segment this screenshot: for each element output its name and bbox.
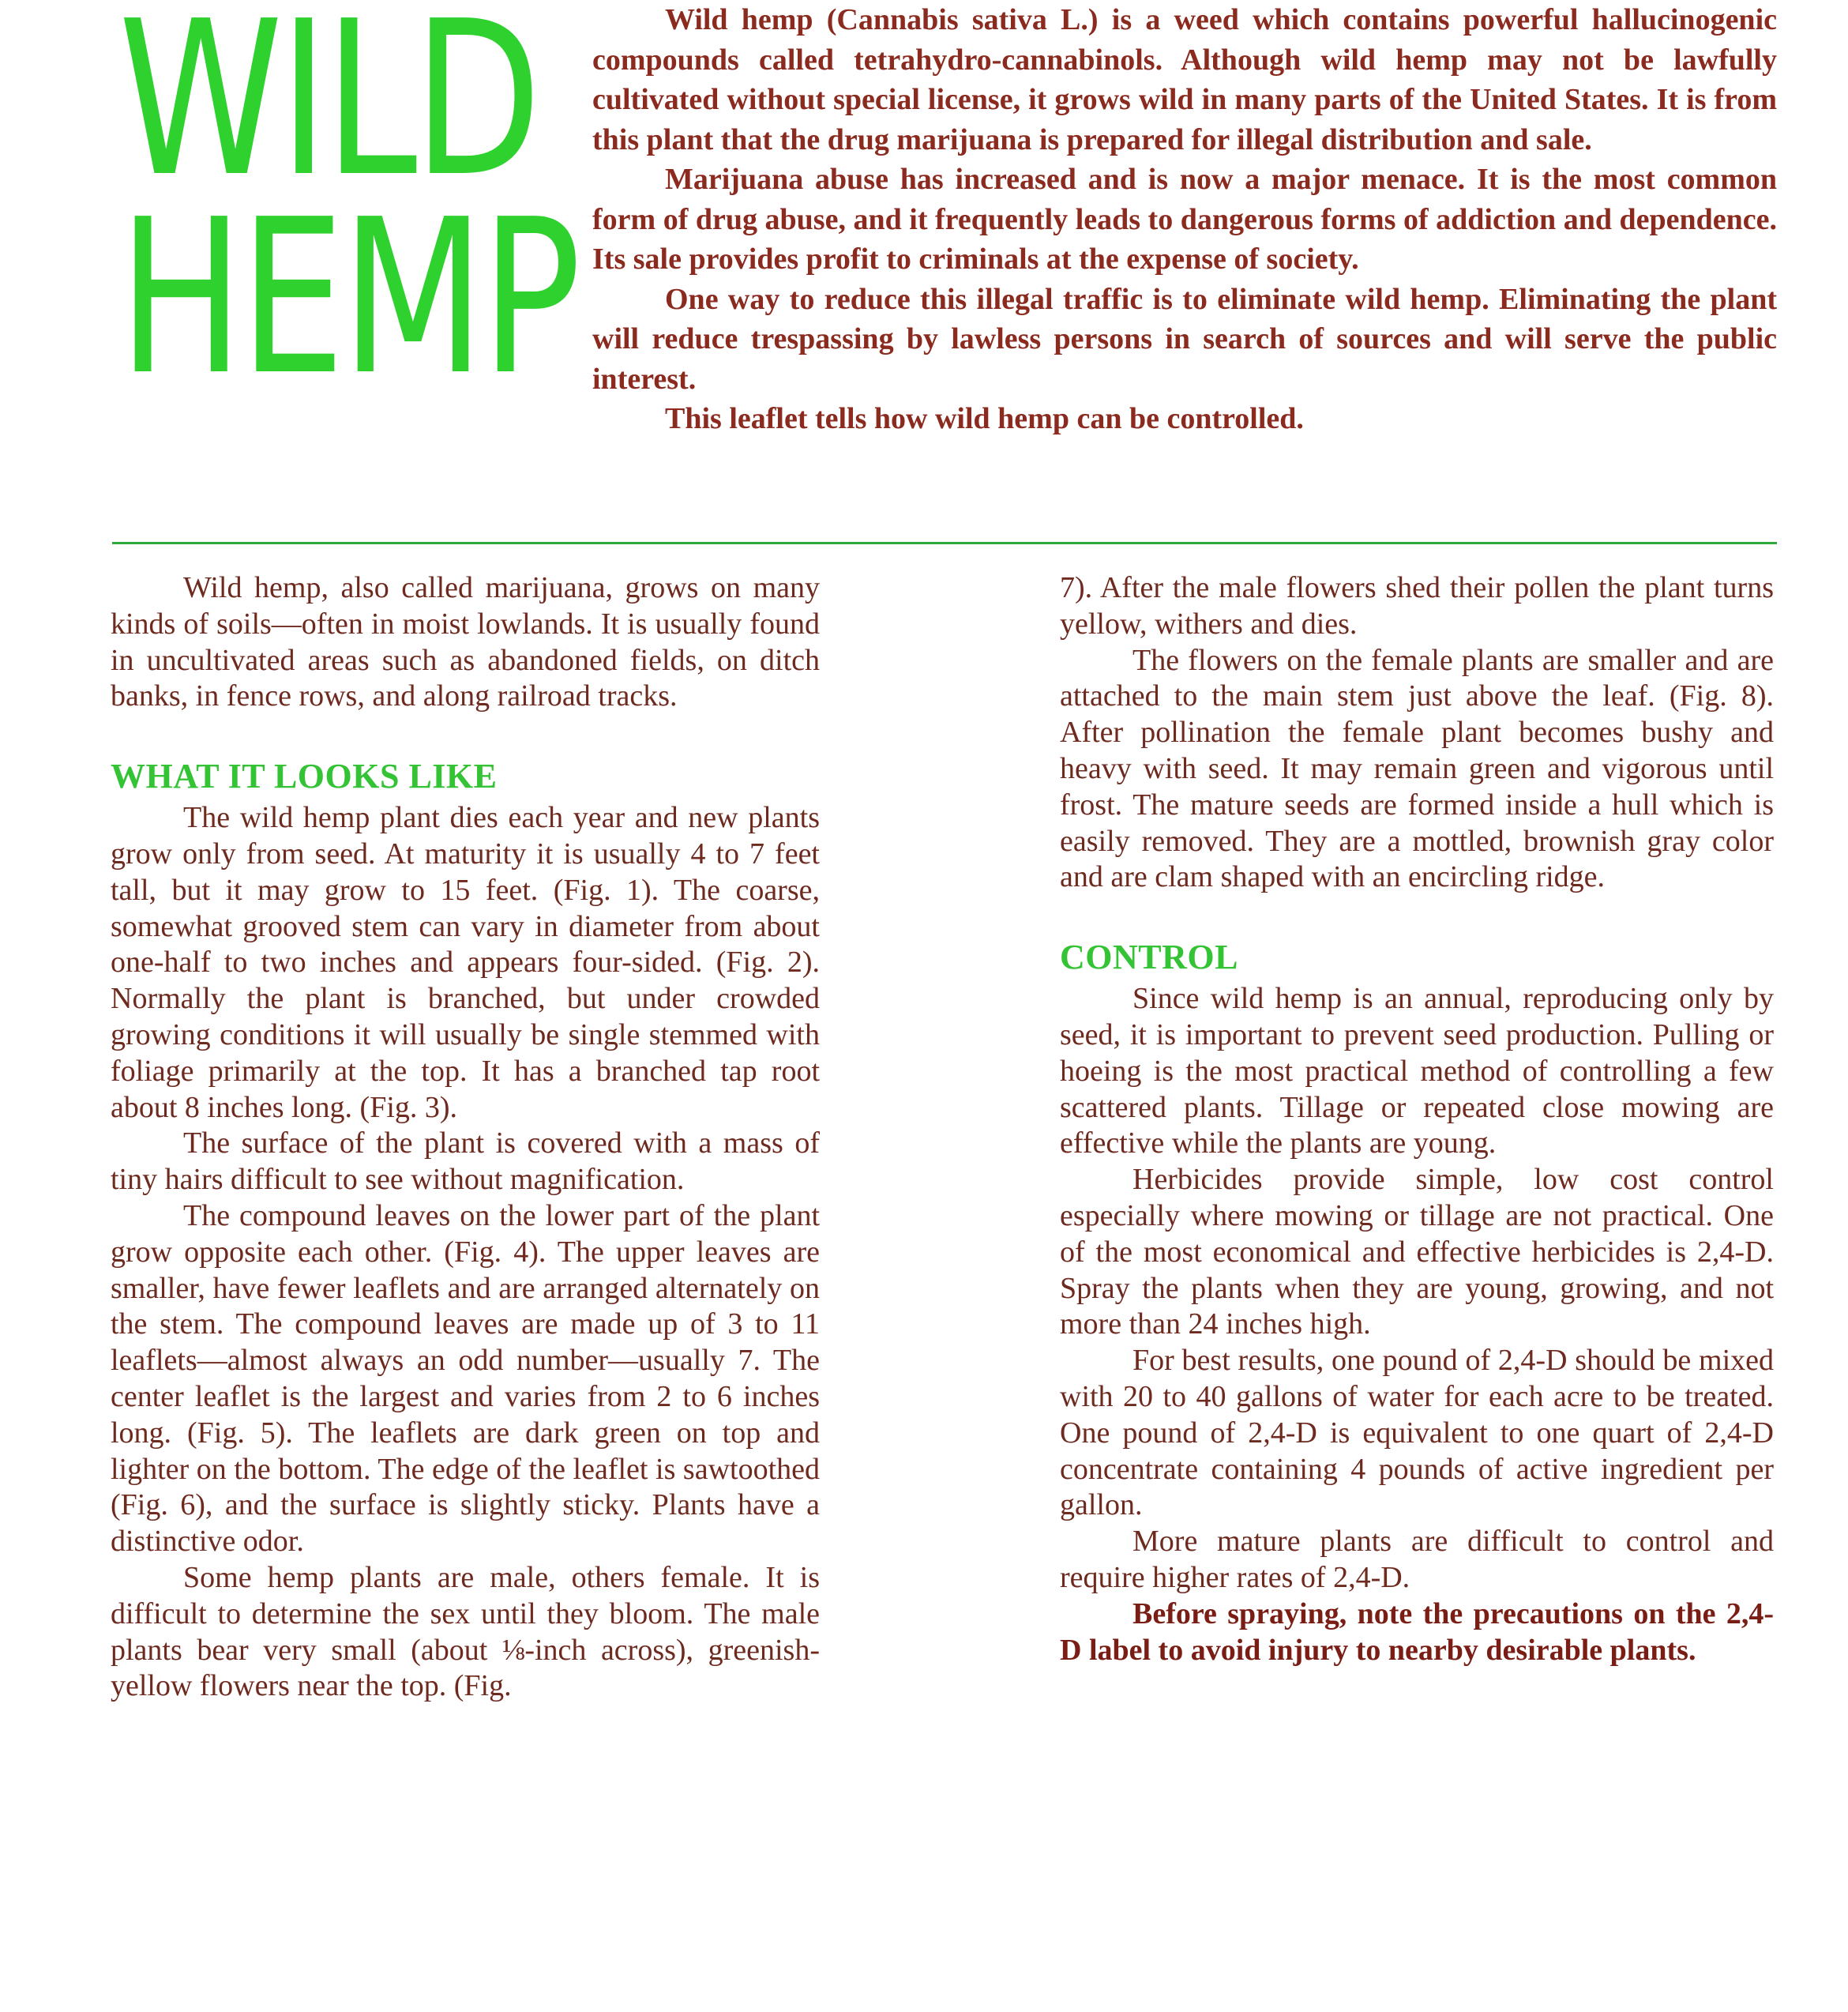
body-paragraph: The flowers on the female plants are smaller and are attached to the main stem just above the leaf. (Fig. 8). After pollination the female plant becomes bushy and heavy with seed. It may remain green and vigorous until frost. The mature seeds are formed inside a hull which is easily removed. They are a mottled, brownish gray color and are clam shaped with an encircling ridge. bbox=[1060, 643, 1774, 894]
continuation-paragraph: 7). After the male flowers shed their pollen the plant turns yellow, withers and dies. bbox=[1060, 571, 1774, 641]
title-line-wild: WILD bbox=[118, 0, 539, 224]
spacer bbox=[1060, 896, 1774, 934]
left-column bbox=[111, 570, 820, 1705]
body-paragraph: Herbicides provide simple, low cost control especially where mowing or tillage are not practical. One of the most economical and effective herbicides is 2,4-D. Spray the plants when they are young, growing, and not more than 24 inches high. bbox=[1060, 1163, 1774, 1341]
intro-block bbox=[592, 0, 1777, 439]
body-paragraph: The wild hemp plant dies each year and new plants grow only from seed. At maturity it is usually 4 to 7 feet tall, but it may grow to 15 feet. (Fig. 1). The coarse, somewhat grooved stem can vary in diameter from about one-half to two inches and appears four-sided. (Fig. 2). Normally the plant is branched, but under crowded growing conditions it will usually be single stemmed with foliage primarily at the top. It has a branched tap root about 8 inches long. (Fig. 3). bbox=[111, 801, 820, 1124]
body-paragraph: More mature plants are difficult to control and require higher rates of 2,4-D. bbox=[1060, 1525, 1774, 1594]
section-heading-control: CONTROL bbox=[1060, 938, 1238, 977]
page-title bbox=[118, 0, 578, 423]
body-paragraph: The surface of the plant is covered with a mass of tiny hairs difficult to see without magnification. bbox=[111, 1126, 820, 1197]
intro-paragraph: This leaflet tells how wild hemp can be controlled. bbox=[665, 402, 1304, 435]
body-paragraph: Since wild hemp is an annual, reproducing only by seed, it is important to prevent seed production. Pulling or hoeing is the most practical method of controlling a few scattered plants. Tillage or repeated close mowing are effective while the plants are young. bbox=[1060, 982, 1774, 1160]
intro-paragraph: Wild hemp (Cannabis sativa L.) is a weed which contains powerful hallucinogenic compounds called tetrahydro-cannabinols. Although wild hemp may not be lawfully cultivated without special license, it grows wild in many parts of the United States. It is from this plant that the drug marijuana is prepared for illegal distribution and sale. bbox=[592, 3, 1777, 156]
body-paragraph: For best results, one pound of 2,4-D should be mixed with 20 to 40 gallons of water for each acre to be treated. One pound of 2,4-D is equivalent to one quart of 2,4-D concentrate containing 4 pounds of active ingredient per gallon. bbox=[1060, 1344, 1774, 1522]
body-paragraph: Some hemp plants are male, others female. It is difficult to determine the sex until they bloom. The male plants bear very small (about ⅛-inch across), greenish-yellow flowers near the top. (Fig. bbox=[111, 1560, 820, 1703]
section-heading-looks: WHAT IT LOOKS LIKE bbox=[111, 757, 498, 796]
intro-paragraph: One way to reduce this illegal traffic is to eliminate wild hemp. Eliminating the plant will reduce trespassing by lawless persons in search of sources and will serve the public interest. bbox=[592, 282, 1777, 396]
habitat-paragraph: Wild hemp, also called marijuana, grows on many kinds of soils—often in moist lowlands. It is usually found in uncultivated areas such as abandoned fields, on ditch banks, in fence rows, and along railroad tracks. bbox=[111, 571, 820, 713]
spacer bbox=[111, 715, 820, 753]
section-divider bbox=[112, 542, 1777, 544]
intro-paragraph: Marijuana abuse has increased and is now a major menace. It is the most common form of drug abuse, and it frequently leads to dangerous forms of addiction and dependence. Its sale provides profit to criminals at the expense of society. bbox=[592, 163, 1777, 276]
right-column bbox=[1060, 570, 1774, 1668]
body-paragraph: The compound leaves on the lower part of the plant grow opposite each other. (Fig. 4). The upper leaves are smaller, have fewer leaflets and are arranged alternately on the stem. The compound leaves are made up of 3 to 11 leaflets—almost always an odd number—usually 7. The center leaflet is the largest and varies from 2 to 6 inches long. (Fig. 5). The leaflets are dark green on top and lighter on the bottom. The edge of the leaflet is sawtoothed (Fig. 6), and the surface is slightly sticky. Plants have a distinctive odor. bbox=[111, 1198, 820, 1559]
title-line-hemp: HEMP bbox=[118, 173, 578, 423]
warning-paragraph: Before spraying, note the precautions on the 2,4-D label to avoid injury to nearby desirable plants. bbox=[1060, 1596, 1774, 1667]
